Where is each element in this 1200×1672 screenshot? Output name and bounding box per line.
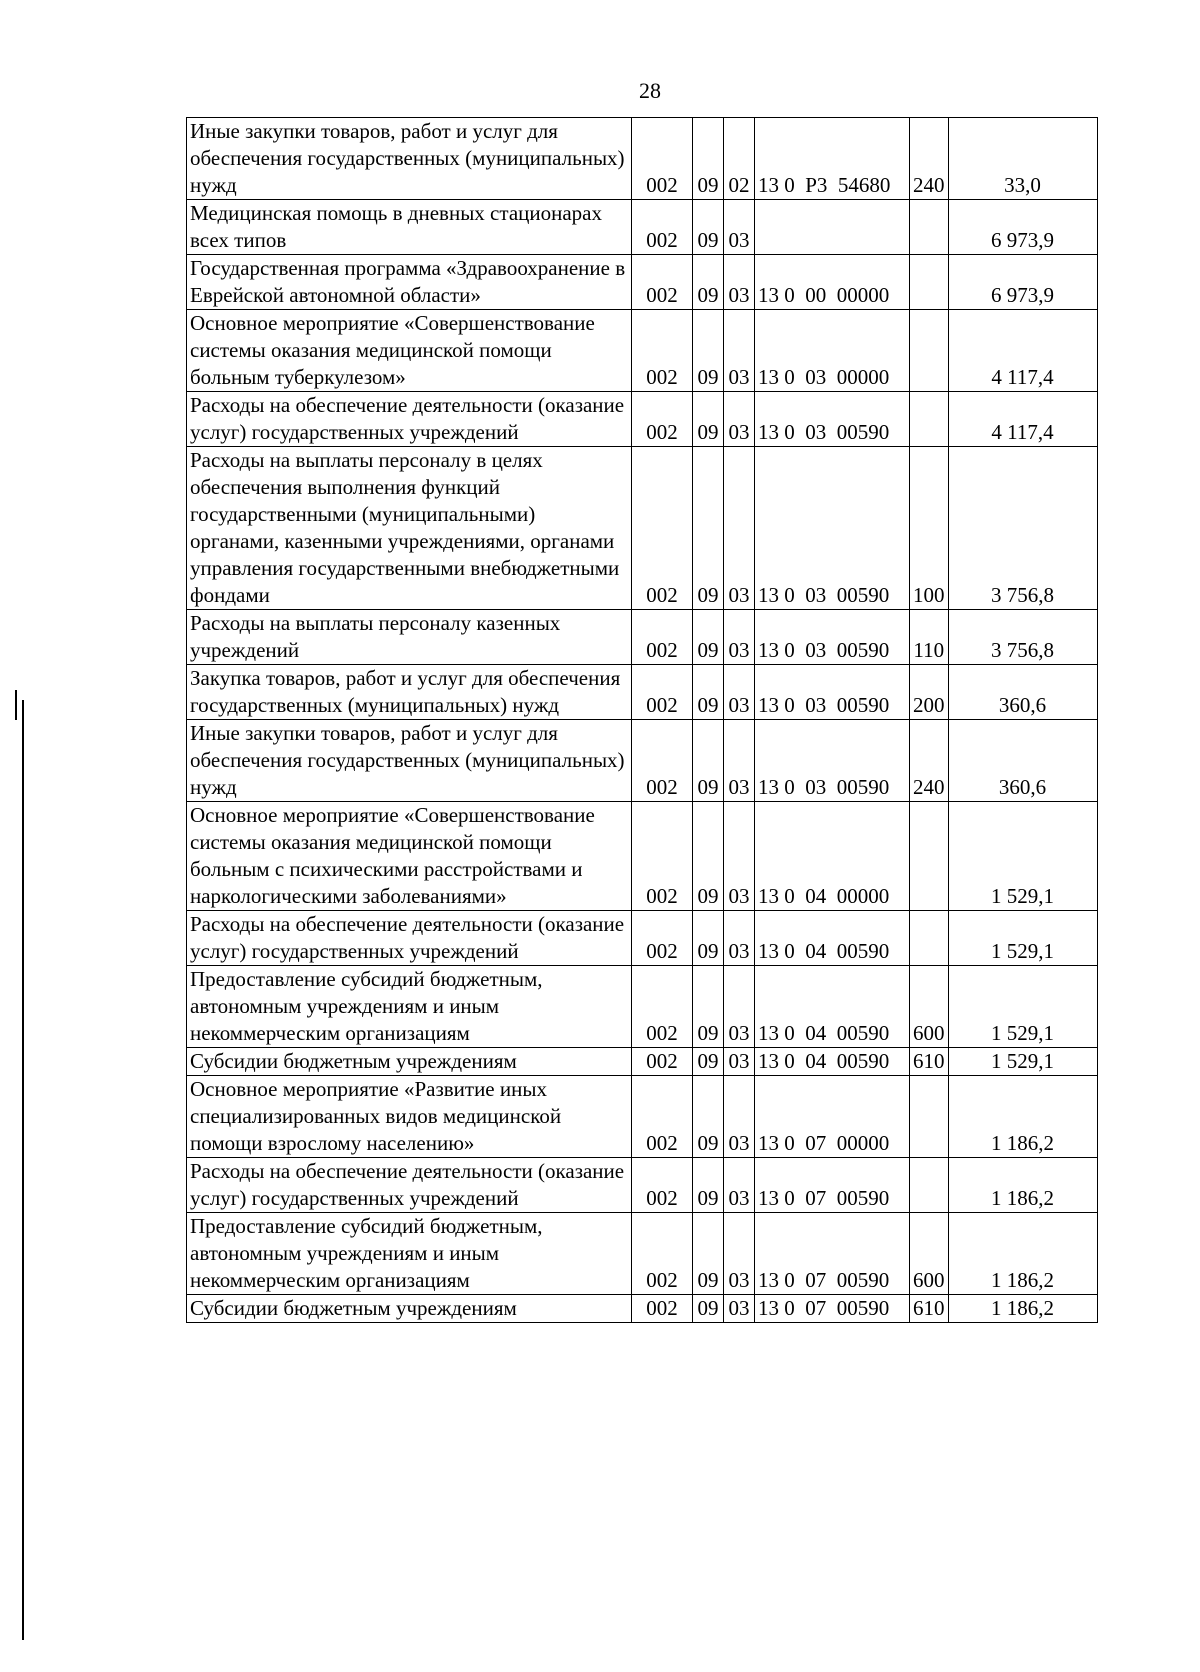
row-ministry-code: 002 [632, 802, 693, 911]
row-subsection-code: 03 [724, 255, 755, 310]
row-target-code: 13 0 03 00000 [755, 310, 910, 392]
row-name: Иные закупки товаров, работ и услуг для обеспечения государственных (муниципальных) нужд [187, 118, 632, 200]
row-section-code: 09 [693, 1158, 724, 1213]
row-section-code: 09 [693, 310, 724, 392]
scan-edge-line [22, 700, 24, 1640]
row-section-code: 09 [693, 118, 724, 200]
row-expense-type-code: 600 [910, 966, 949, 1048]
row-ministry-code: 002 [632, 392, 693, 447]
row-section-code: 09 [693, 1213, 724, 1295]
row-ministry-code: 002 [632, 1213, 693, 1295]
row-amount: 1 529,1 [948, 1048, 1097, 1076]
row-expense-type-code [910, 1158, 949, 1213]
table-row [187, 802, 1098, 911]
table-row [187, 966, 1098, 1048]
row-amount: 6 973,9 [948, 200, 1097, 255]
row-section-code: 09 [693, 200, 724, 255]
row-subsection-code: 03 [724, 966, 755, 1048]
row-amount: 1 186,2 [948, 1076, 1097, 1158]
table-row [187, 1048, 1098, 1076]
row-name: Расходы на обеспечение деятельности (оказание услуг) государственных учреждений [187, 392, 632, 447]
row-section-code: 09 [693, 255, 724, 310]
row-ministry-code: 002 [632, 720, 693, 802]
scan-edge-line [15, 690, 17, 720]
row-section-code: 09 [693, 720, 724, 802]
row-target-code: 13 0 03 00590 [755, 610, 910, 665]
row-expense-type-code: 610 [910, 1048, 949, 1076]
row-target-code: 13 0 03 00590 [755, 665, 910, 720]
row-amount: 1 529,1 [948, 966, 1097, 1048]
row-subsection-code: 03 [724, 911, 755, 966]
row-amount: 1 186,2 [948, 1295, 1097, 1323]
row-ministry-code: 002 [632, 911, 693, 966]
row-ministry-code: 002 [632, 665, 693, 720]
row-subsection-code: 03 [724, 1158, 755, 1213]
row-name: Предоставление субсидий бюджетным, автономным учреждениям и иным некоммерческим организациям [187, 1213, 632, 1295]
budget-table-body [187, 118, 1098, 1323]
row-ministry-code: 002 [632, 1158, 693, 1213]
table-row [187, 118, 1098, 200]
row-section-code: 09 [693, 392, 724, 447]
row-target-code: 13 0 03 00590 [755, 720, 910, 802]
row-amount: 3 756,8 [948, 447, 1097, 610]
table-row [187, 610, 1098, 665]
table-row [187, 1295, 1098, 1323]
row-name: Субсидии бюджетным учреждениям [187, 1048, 632, 1076]
row-amount: 1 186,2 [948, 1158, 1097, 1213]
table-row [187, 200, 1098, 255]
row-section-code: 09 [693, 966, 724, 1048]
row-amount: 4 117,4 [948, 392, 1097, 447]
table-row [187, 310, 1098, 392]
row-expense-type-code [910, 310, 949, 392]
row-expense-type-code [910, 802, 949, 911]
row-subsection-code: 03 [724, 802, 755, 911]
table-row [187, 665, 1098, 720]
table-row [187, 1076, 1098, 1158]
table-row [187, 447, 1098, 610]
row-expense-type-code: 600 [910, 1213, 949, 1295]
row-section-code: 09 [693, 911, 724, 966]
row-ministry-code: 002 [632, 610, 693, 665]
row-section-code: 09 [693, 1295, 724, 1323]
row-subsection-code: 03 [724, 610, 755, 665]
row-ministry-code: 002 [632, 200, 693, 255]
row-name: Субсидии бюджетным учреждениям [187, 1295, 632, 1323]
row-subsection-code: 03 [724, 392, 755, 447]
row-target-code: 13 0 03 00590 [755, 447, 910, 610]
row-subsection-code: 03 [724, 1213, 755, 1295]
row-ministry-code: 002 [632, 118, 693, 200]
row-target-code: 13 0 04 00590 [755, 1048, 910, 1076]
row-target-code: 13 0 03 00590 [755, 392, 910, 447]
row-amount: 1 186,2 [948, 1213, 1097, 1295]
table-row [187, 1213, 1098, 1295]
row-target-code: 13 0 P3 54680 [755, 118, 910, 200]
row-ministry-code: 002 [632, 1048, 693, 1076]
row-name: Основное мероприятие «Совершенствование системы оказания медицинской помощи больным с психическими расстройствами и наркологическими заболеваниями» [187, 802, 632, 911]
row-target-code: 13 0 00 00000 [755, 255, 910, 310]
row-expense-type-code [910, 255, 949, 310]
row-subsection-code: 02 [724, 118, 755, 200]
row-name: Закупка товаров, работ и услуг для обеспечения государственных (муниципальных) нужд [187, 665, 632, 720]
row-target-code: 13 0 04 00000 [755, 802, 910, 911]
row-subsection-code: 03 [724, 1295, 755, 1323]
row-target-code: 13 0 07 00590 [755, 1213, 910, 1295]
row-section-code: 09 [693, 802, 724, 911]
row-name: Основное мероприятие «Совершенствование системы оказания медицинской помощи больным туберкулезом» [187, 310, 632, 392]
row-name: Предоставление субсидий бюджетным, автономным учреждениям и иным некоммерческим организациям [187, 966, 632, 1048]
row-name: Государственная программа «Здравоохранение в Еврейской автономной области» [187, 255, 632, 310]
row-expense-type-code: 240 [910, 720, 949, 802]
row-expense-type-code [910, 911, 949, 966]
row-target-code: 13 0 04 00590 [755, 966, 910, 1048]
row-target-code [755, 200, 910, 255]
row-amount: 1 529,1 [948, 911, 1097, 966]
table-row [187, 255, 1098, 310]
row-target-code: 13 0 07 00590 [755, 1295, 910, 1323]
row-ministry-code: 002 [632, 966, 693, 1048]
row-amount: 1 529,1 [948, 802, 1097, 911]
row-expense-type-code [910, 1076, 949, 1158]
row-section-code: 09 [693, 610, 724, 665]
row-ministry-code: 002 [632, 447, 693, 610]
table-row [187, 911, 1098, 966]
row-expense-type-code: 110 [910, 610, 949, 665]
row-section-code: 09 [693, 665, 724, 720]
row-target-code: 13 0 04 00590 [755, 911, 910, 966]
row-subsection-code: 03 [724, 310, 755, 392]
row-amount: 360,6 [948, 720, 1097, 802]
row-expense-type-code [910, 392, 949, 447]
row-name: Расходы на обеспечение деятельности (оказание услуг) государственных учреждений [187, 911, 632, 966]
row-subsection-code: 03 [724, 200, 755, 255]
budget-table [186, 117, 1098, 1323]
row-section-code: 09 [693, 1076, 724, 1158]
table-row [187, 1158, 1098, 1213]
row-ministry-code: 002 [632, 310, 693, 392]
row-name: Расходы на выплаты персоналу казенных учреждений [187, 610, 632, 665]
row-subsection-code: 03 [724, 665, 755, 720]
row-ministry-code: 002 [632, 1295, 693, 1323]
page-number: 28 [639, 78, 661, 103]
row-ministry-code: 002 [632, 255, 693, 310]
row-subsection-code: 03 [724, 1076, 755, 1158]
row-section-code: 09 [693, 1048, 724, 1076]
row-expense-type-code [910, 200, 949, 255]
row-subsection-code: 03 [724, 1048, 755, 1076]
row-amount: 360,6 [948, 665, 1097, 720]
row-name: Расходы на обеспечение деятельности (оказание услуг) государственных учреждений [187, 1158, 632, 1213]
row-name: Иные закупки товаров, работ и услуг для обеспечения государственных (муниципальных) нужд [187, 720, 632, 802]
row-name: Расходы на выплаты персоналу в целях обеспечения выполнения функций государственными (муниципальными) органами, казенными учреждениями, органами управления государственными внебюджетными фондами [187, 447, 632, 610]
row-section-code: 09 [693, 447, 724, 610]
row-name: Медицинская помощь в дневных стационарах всех типов [187, 200, 632, 255]
row-ministry-code: 002 [632, 1076, 693, 1158]
row-amount: 33,0 [948, 118, 1097, 200]
row-name: Основное мероприятие «Развитие иных специализированных видов медицинской помощи взрослому населению» [187, 1076, 632, 1158]
row-amount: 3 756,8 [948, 610, 1097, 665]
row-target-code: 13 0 07 00590 [755, 1158, 910, 1213]
row-target-code: 13 0 07 00000 [755, 1076, 910, 1158]
row-amount: 4 117,4 [948, 310, 1097, 392]
table-row [187, 720, 1098, 802]
row-subsection-code: 03 [724, 720, 755, 802]
row-expense-type-code: 100 [910, 447, 949, 610]
row-amount: 6 973,9 [948, 255, 1097, 310]
row-expense-type-code: 200 [910, 665, 949, 720]
row-expense-type-code: 610 [910, 1295, 949, 1323]
table-row [187, 392, 1098, 447]
row-subsection-code: 03 [724, 447, 755, 610]
row-expense-type-code: 240 [910, 118, 949, 200]
